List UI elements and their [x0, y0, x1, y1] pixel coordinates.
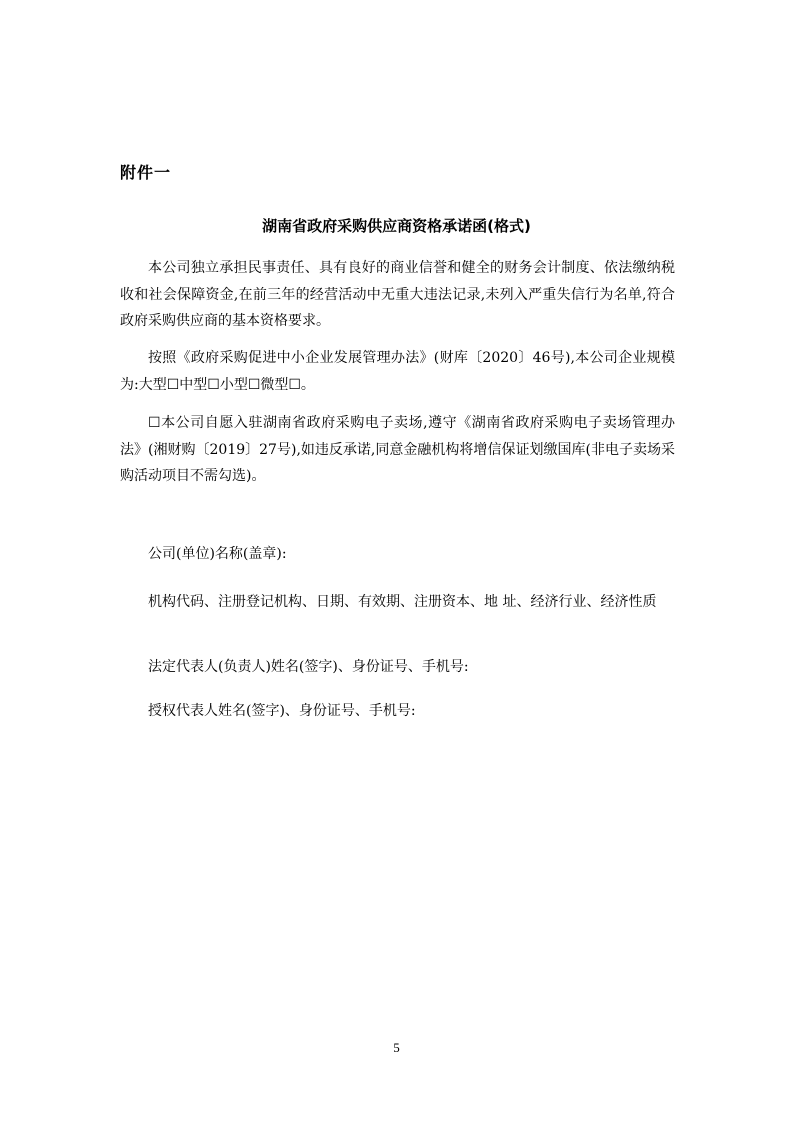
attachment-label: 附件一 — [120, 163, 172, 182]
legal-representative-field: 法定代表人(负责人)姓名(签字)、身份证号、手机号: — [148, 659, 469, 675]
company-name-field: 公司(单位)名称(盖章): — [148, 546, 287, 562]
enterprise-size-paragraph: 按照《政府采购促进中小企业发展管理办法》(财库〔2020〕46号),本公司企业规模为:大型☐中型☐小型☐微型☐。 — [120, 350, 675, 393]
organization-info-field: 机构代码、注册登记机构、日期、有效期、注册资本、地 址、经济行业、经济性质 — [148, 594, 657, 610]
e-mall-commitment-paragraph: ☐本公司自愿入驻湖南省政府采购电子卖场,遵守《湖南省政府采购电子卖场管理办法》(湘财购〔2019〕27号),如违反承诺,同意金融机构将增信保证划缴国库(非电子卖场采购活动项目不需勾选)。 — [120, 415, 675, 484]
authorized-representative-field: 授权代表人姓名(签字)、身份证号、手机号: — [148, 703, 416, 719]
page-number: 5 — [393, 1040, 400, 1055]
document-title: 湖南省政府采购供应商资格承诺函(格式) — [262, 217, 531, 235]
qualification-statement-paragraph: 本公司独立承担民事责任、具有良好的商业信誉和健全的财务会计制度、依法缴纳税收和社会保障资金,在前三年的经营活动中无重大违法记录,未列入严重失信行为名单,符合政府采购供应商的基本资格要求。 — [120, 260, 675, 329]
